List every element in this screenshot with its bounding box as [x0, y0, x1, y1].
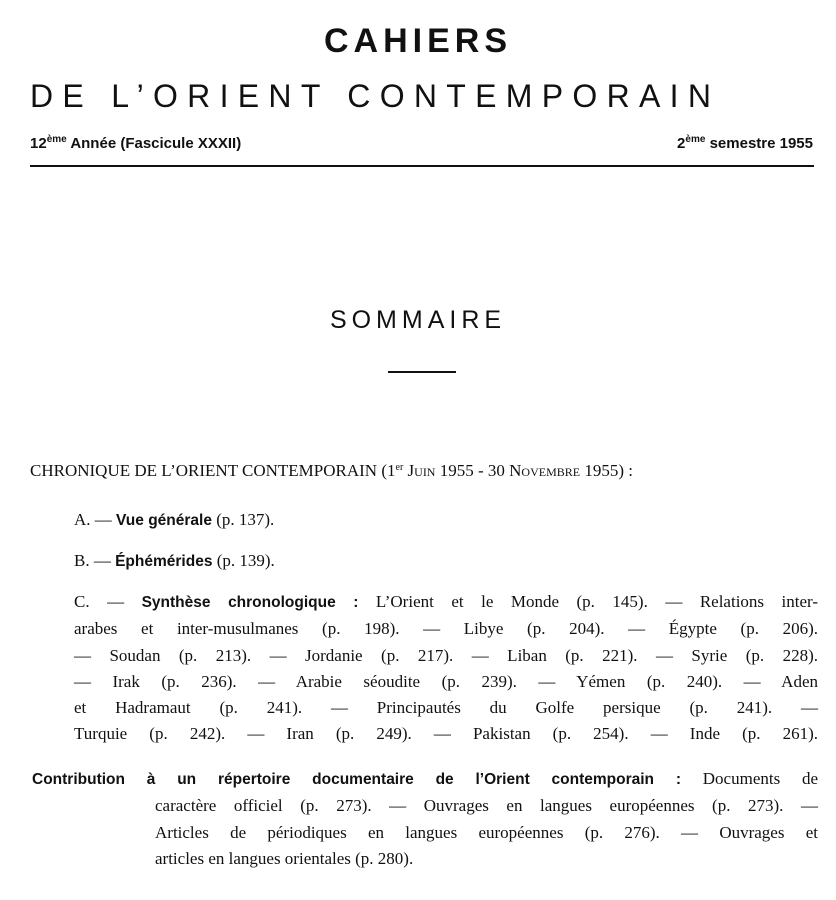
issue-semester: [677, 135, 813, 152]
chronicle-label: CHRONIQUE DE L’ORIENT CONTEMPORAIN (1: [30, 461, 396, 480]
section-c-line-4: — Irak (p. 236). — Arabie séoudite (p. 239). — Yémen (p. 240). — Aden: [74, 671, 818, 691]
chronicle-sup: er: [395, 462, 404, 473]
issue-semester-rest: semestre 1955: [705, 135, 813, 152]
summary-title: SOMMAIRE: [329, 306, 507, 334]
section-a-letter: A. —: [74, 510, 112, 529]
header-divider: [30, 165, 814, 167]
contribution-line-4: articles en langues orientales (p. 280).: [155, 848, 414, 868]
summary-divider: [388, 371, 456, 373]
section-c-line-6: Turquie (p. 242). — Iran (p. 249). — Pakistan (p. 254). — Inde (p. 261).: [74, 724, 818, 744]
section-b-letter: B. —: [74, 551, 111, 570]
chronicle-date-start: Juin: [403, 461, 436, 480]
section-b-page: (p. 139).: [212, 551, 275, 570]
section-c-line-5: et Hadramaut (p. 241). — Principautés du Golfe persique (p. 241). —: [74, 698, 818, 718]
journal-title: CAHIERS: [323, 22, 513, 60]
section-a: [74, 510, 274, 530]
section-a-page: (p. 137).: [211, 510, 275, 529]
contribution-line-1-text: Documents de: [681, 769, 819, 788]
section-c-title: Synthèse chronologique :: [141, 594, 359, 611]
section-c-line-3: — Soudan (p. 213). — Jordanie (p. 217). — Liban (p. 221). — Syrie (p. 228).: [74, 645, 818, 665]
section-c-line-2: arabes et inter-musulmanes (p. 198). — Libye (p. 204). — Égypte (p. 206).: [74, 619, 818, 639]
contribution-section: [32, 766, 818, 872]
contribution-line-1: [32, 766, 818, 793]
chronicle-date-tail: 1955) :: [580, 461, 633, 480]
issue-semester-sup: ème: [685, 134, 706, 145]
section-c-line-1-text: L’Orient et le Monde (p. 145). — Relations inter-: [358, 592, 819, 611]
section-c-letter: C. —: [74, 592, 125, 611]
chronicle-date-middle: 1955 - 30: [435, 461, 510, 480]
chronicle-date-end: Novembre: [509, 461, 581, 480]
section-b-title: Éphémérides: [115, 553, 213, 570]
issue-volume: [30, 135, 241, 152]
issue-year-rest: Année (Fascicule XXXII): [66, 135, 242, 152]
chronicle-heading: [30, 461, 633, 481]
section-b: [74, 551, 275, 571]
journal-subtitle: DE L’ORIENT CONTEMPORAIN: [30, 78, 721, 114]
contribution-line-3: Articles de périodiques en langues européennes (p. 276). — Ouvrages et: [155, 822, 818, 842]
contribution-line-2: caractère officiel (p. 273). — Ouvrages en langues européennes (p. 273). —: [155, 796, 818, 816]
issue-year-sup: ème: [46, 134, 67, 145]
section-a-title: Vue générale: [116, 512, 212, 529]
issue-semester-number: 2: [677, 135, 686, 152]
issue-year-number: 12: [30, 135, 47, 152]
section-c: [74, 589, 818, 748]
contribution-title: Contribution à un répertoire documentaire de l’Orient contemporain :: [32, 771, 682, 788]
section-c-line-1: [74, 589, 818, 616]
